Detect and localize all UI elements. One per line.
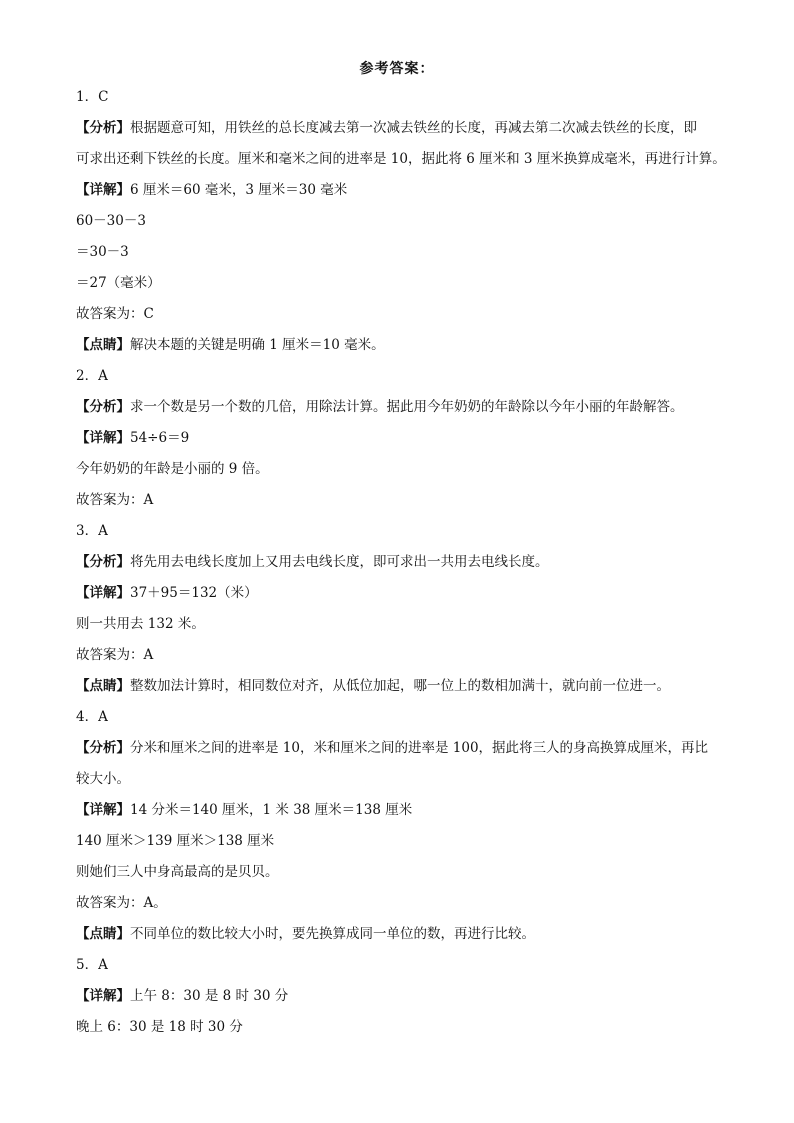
line-text: 故答案为：A [76,647,154,663]
analysis-line [76,118,697,138]
section-tag: 【分析】 [76,399,130,415]
section-tag: 【详解】 [76,988,130,1004]
line-text: 求一个数是另一个数的几倍，用除法计算。据此用今年奶奶的年龄除以今年小丽的年龄解答。 [130,399,684,415]
section-tag: 【点睛】 [76,926,130,942]
answer-number [76,955,108,975]
line-text: 6 厘米＝60 毫米，3 厘米＝30 毫米 [130,182,348,198]
line-text: 则一共用去 132 米。 [76,616,205,632]
detail-line [76,800,412,820]
line-text: 1．C [76,89,109,105]
text-line [76,149,726,169]
key-point-line [76,335,385,355]
text-line [76,645,153,665]
analysis-line [76,397,684,417]
section-tag: 【分析】 [76,740,130,756]
line-text: ＝27（毫米） [76,275,161,291]
text-line [76,893,167,913]
line-text: 2．A [76,368,108,384]
text-line [76,1017,243,1037]
section-tag: 【详解】 [76,430,130,446]
answer-number [76,707,108,727]
line-text: ＝30－3 [76,244,129,260]
line-text: 故答案为：A [76,492,154,508]
line-text: 可求出还剩下铁丝的长度。厘米和毫米之间的进率是 10，据此将 6 厘米和 3 厘米换算成毫米，再进行计算。 [76,151,726,167]
line-text: 根据题意可知，用铁丝的总长度减去第一次减去铁丝的长度，再减去第二次减去铁丝的长度，即 [130,120,697,136]
key-point-line [76,924,535,944]
line-text: 60－30－3 [76,213,146,229]
text-line [76,490,153,510]
section-tag: 【详解】 [76,802,130,818]
section-tag: 【点睛】 [76,678,130,694]
section-tag: 【详解】 [76,182,130,198]
answer-number [76,366,108,386]
line-text: 140 厘米＞139 厘米＞138 厘米 [76,833,275,849]
line-text: 较大小。 [76,771,130,787]
analysis-line [76,738,708,758]
line-text: 37＋95＝132（米） [130,585,258,601]
text-line [76,769,130,789]
line-text: 上午 8：30 是 8 时 30 分 [130,988,289,1004]
detail-line [76,180,347,200]
analysis-line [76,552,549,572]
section-tag: 【分析】 [76,554,130,570]
line-text: 解决本题的关键是明确 1 厘米＝10 毫米。 [130,337,385,353]
line-text: 54÷6＝9 [130,430,190,446]
key-point-line [76,676,670,696]
detail-line [76,583,258,603]
text-line [76,614,205,634]
detail-line [76,986,288,1006]
line-text: 3．A [76,523,108,539]
line-text: 整数加法计算时，相同数位对齐，从低位加起，哪一位上的数相加满十，就向前一位进一。 [130,678,670,694]
text-line [76,831,274,851]
line-text: 则她们三人中身高最高的是贝贝。 [76,864,279,880]
text-line [76,211,146,231]
answer-number [76,87,108,107]
line-text: 故答案为：C [76,306,154,322]
text-line [76,242,129,262]
section-tag: 【点睛】 [76,337,130,353]
line-text: 将先用去电线长度加上又用去电线长度，即可求出一共用去电线长度。 [130,554,549,570]
line-text: 故答案为：A。 [76,895,167,911]
page-title: 参考答案： [359,61,435,77]
text-line [76,273,161,293]
section-tag: 【详解】 [76,585,130,601]
line-text: 分米和厘米之间的进率是 10，米和厘米之间的进率是 100，据此将三人的身高换算成厘米，再比 [130,740,709,756]
line-text: 不同单位的数比较大小时，要先换算成同一单位的数，再进行比较。 [130,926,535,942]
line-text: 晚上 6：30 是 18 时 30 分 [76,1019,243,1035]
section-tag: 【分析】 [76,120,130,136]
line-text: 今年奶奶的年龄是小丽的 9 倍。 [76,461,269,477]
text-line [76,304,154,324]
line-text: 14 分米＝140 厘米，1 米 38 厘米＝138 厘米 [130,802,413,818]
answer-number [76,521,108,541]
text-line [76,862,279,882]
line-text: 4．A [76,709,108,725]
detail-line [76,428,189,448]
line-text: 5．A [76,957,108,973]
text-line [76,459,269,479]
